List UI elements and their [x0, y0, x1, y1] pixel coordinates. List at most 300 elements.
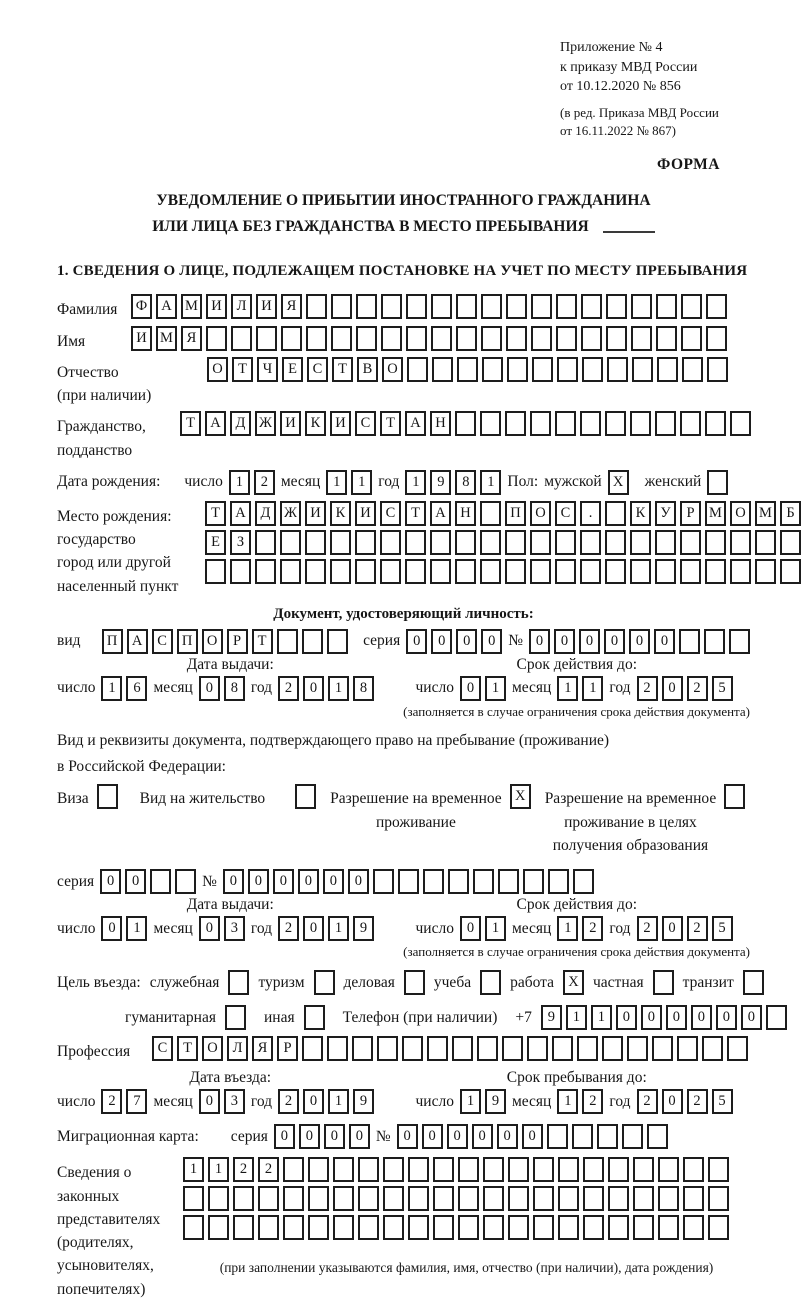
char-box[interactable] — [658, 1186, 679, 1211]
char-box[interactable] — [225, 1005, 246, 1030]
char-box[interactable] — [527, 1036, 548, 1061]
char-box[interactable]: 2 — [278, 916, 299, 941]
char-box[interactable] — [398, 869, 419, 894]
char-box[interactable] — [483, 1215, 504, 1240]
birthplace-input-line1[interactable] — [205, 501, 801, 526]
char-box[interactable] — [458, 1186, 479, 1211]
char-box[interactable]: 2 — [687, 676, 708, 701]
char-box[interactable] — [427, 1036, 448, 1061]
char-box[interactable]: 2 — [637, 1089, 658, 1114]
char-box[interactable]: А — [205, 411, 226, 436]
char-box[interactable] — [330, 559, 351, 584]
char-box[interactable]: И — [330, 411, 351, 436]
char-box[interactable] — [482, 357, 503, 382]
char-box[interactable]: 0 — [101, 916, 122, 941]
stay-until-year-input[interactable] — [637, 1089, 733, 1114]
char-box[interactable]: 9 — [353, 916, 374, 941]
char-box[interactable] — [632, 357, 653, 382]
char-box[interactable]: В — [357, 357, 378, 382]
char-box[interactable]: X — [510, 784, 531, 809]
char-box[interactable] — [373, 869, 394, 894]
char-box[interactable] — [679, 629, 700, 654]
char-box[interactable]: 1 — [591, 1005, 612, 1030]
doc-expiry-year-input[interactable] — [637, 676, 733, 701]
char-box[interactable]: 0 — [529, 629, 550, 654]
char-box[interactable]: Р — [227, 629, 248, 654]
char-box[interactable]: 1 — [405, 470, 426, 495]
char-box[interactable] — [423, 869, 444, 894]
char-box[interactable]: О — [202, 629, 223, 654]
doc-expiry-month-input[interactable] — [557, 676, 603, 701]
char-box[interactable]: 1 — [582, 676, 603, 701]
char-box[interactable]: Е — [282, 357, 303, 382]
char-box[interactable]: К — [330, 501, 351, 526]
char-box[interactable]: 0 — [447, 1124, 468, 1149]
char-box[interactable] — [383, 1186, 404, 1211]
char-box[interactable]: И — [206, 294, 227, 319]
char-box[interactable]: С — [152, 629, 173, 654]
char-box[interactable] — [583, 1215, 604, 1240]
char-box[interactable] — [505, 530, 526, 555]
char-box[interactable] — [766, 1005, 787, 1030]
migration-number-input[interactable] — [397, 1124, 668, 1149]
char-box[interactable] — [630, 559, 651, 584]
char-box[interactable] — [531, 294, 552, 319]
char-box[interactable]: 0 — [299, 1124, 320, 1149]
char-box[interactable]: 2 — [687, 1089, 708, 1114]
purpose-work-checkbox[interactable] — [563, 970, 584, 995]
char-box[interactable] — [556, 294, 577, 319]
char-box[interactable] — [780, 559, 801, 584]
char-box[interactable]: З — [230, 530, 251, 555]
char-box[interactable] — [532, 357, 553, 382]
char-box[interactable] — [228, 970, 249, 995]
char-box[interactable]: 0 — [298, 869, 319, 894]
birth-month-input[interactable] — [326, 470, 372, 495]
char-box[interactable] — [380, 559, 401, 584]
char-box[interactable] — [647, 1124, 668, 1149]
residence-issue-month-input[interactable] — [199, 916, 245, 941]
char-box[interactable] — [547, 1124, 568, 1149]
char-box[interactable] — [555, 559, 576, 584]
birth-year-input[interactable] — [405, 470, 501, 495]
char-box[interactable] — [455, 530, 476, 555]
char-box[interactable]: 0 — [522, 1124, 543, 1149]
char-box[interactable] — [656, 294, 677, 319]
char-box[interactable] — [633, 1186, 654, 1211]
char-box[interactable]: 1 — [229, 470, 250, 495]
char-box[interactable] — [333, 1186, 354, 1211]
sex-male-checkbox[interactable] — [608, 470, 629, 495]
char-box[interactable] — [408, 1186, 429, 1211]
char-box[interactable] — [502, 1036, 523, 1061]
char-box[interactable] — [308, 1157, 329, 1182]
char-box[interactable] — [573, 869, 594, 894]
char-box[interactable] — [605, 501, 626, 526]
char-box[interactable]: 0 — [349, 1124, 370, 1149]
char-box[interactable] — [630, 411, 651, 436]
char-box[interactable]: 0 — [629, 629, 650, 654]
char-box[interactable] — [205, 559, 226, 584]
edu-residence-permit-checkbox[interactable] — [724, 784, 745, 809]
char-box[interactable] — [483, 1186, 504, 1211]
char-box[interactable] — [653, 970, 674, 995]
char-box[interactable] — [358, 1186, 379, 1211]
char-box[interactable]: С — [152, 1036, 173, 1061]
char-box[interactable]: 2 — [101, 1089, 122, 1114]
char-box[interactable]: И — [355, 501, 376, 526]
char-box[interactable] — [206, 326, 227, 351]
char-box[interactable] — [455, 411, 476, 436]
char-box[interactable]: Л — [231, 294, 252, 319]
char-box[interactable] — [314, 970, 335, 995]
char-box[interactable] — [583, 1157, 604, 1182]
doc-issue-day-input[interactable] — [101, 676, 147, 701]
char-box[interactable] — [727, 1036, 748, 1061]
char-box[interactable]: П — [177, 629, 198, 654]
firstname-input[interactable] — [131, 326, 727, 351]
char-box[interactable]: 3 — [224, 916, 245, 941]
char-box[interactable] — [473, 869, 494, 894]
char-box[interactable]: 1 — [328, 1089, 349, 1114]
char-box[interactable] — [708, 1215, 729, 1240]
char-box[interactable]: 0 — [456, 629, 477, 654]
char-box[interactable] — [705, 411, 726, 436]
char-box[interactable] — [183, 1215, 204, 1240]
char-box[interactable]: С — [307, 357, 328, 382]
char-box[interactable]: 0 — [348, 869, 369, 894]
char-box[interactable] — [505, 559, 526, 584]
char-box[interactable] — [455, 559, 476, 584]
char-box[interactable]: 1 — [460, 1089, 481, 1114]
char-box[interactable] — [580, 559, 601, 584]
char-box[interactable]: 0 — [662, 1089, 683, 1114]
char-box[interactable] — [480, 530, 501, 555]
char-box[interactable] — [533, 1157, 554, 1182]
birthplace-input-line3[interactable] — [205, 559, 801, 584]
char-box[interactable]: 5 — [712, 916, 733, 941]
char-box[interactable] — [581, 294, 602, 319]
char-box[interactable] — [406, 326, 427, 351]
doc-issue-month-input[interactable] — [199, 676, 245, 701]
char-box[interactable]: 0 — [422, 1124, 443, 1149]
char-box[interactable]: К — [630, 501, 651, 526]
char-box[interactable]: 0 — [274, 1124, 295, 1149]
char-box[interactable] — [498, 869, 519, 894]
char-box[interactable] — [433, 1186, 454, 1211]
char-box[interactable]: 1 — [328, 676, 349, 701]
char-box[interactable]: 0 — [406, 629, 427, 654]
char-box[interactable] — [456, 294, 477, 319]
char-box[interactable] — [302, 629, 323, 654]
char-box[interactable] — [97, 784, 118, 809]
char-box[interactable]: 0 — [604, 629, 625, 654]
char-box[interactable] — [677, 1036, 698, 1061]
char-box[interactable]: А — [405, 411, 426, 436]
char-box[interactable]: 0 — [303, 676, 324, 701]
char-box[interactable]: 0 — [303, 916, 324, 941]
residence-expiry-month-input[interactable] — [557, 916, 603, 941]
residence-issue-year-input[interactable] — [278, 916, 374, 941]
phone-input[interactable] — [541, 1005, 787, 1030]
purpose-transit-checkbox[interactable] — [743, 970, 764, 995]
char-box[interactable]: 0 — [431, 629, 452, 654]
char-box[interactable] — [606, 294, 627, 319]
char-box[interactable] — [233, 1186, 254, 1211]
char-box[interactable]: А — [156, 294, 177, 319]
char-box[interactable] — [331, 294, 352, 319]
char-box[interactable] — [656, 326, 677, 351]
char-box[interactable]: 0 — [199, 1089, 220, 1114]
char-box[interactable] — [280, 559, 301, 584]
char-box[interactable] — [481, 326, 502, 351]
char-box[interactable]: Д — [255, 501, 276, 526]
char-box[interactable] — [705, 530, 726, 555]
char-box[interactable]: А — [230, 501, 251, 526]
citizenship-input[interactable] — [180, 411, 751, 436]
char-box[interactable] — [258, 1215, 279, 1240]
char-box[interactable]: Т — [332, 357, 353, 382]
doc-expiry-day-input[interactable] — [460, 676, 506, 701]
char-box[interactable]: 1 — [328, 916, 349, 941]
char-box[interactable] — [552, 1036, 573, 1061]
char-box[interactable] — [352, 1036, 373, 1061]
char-box[interactable] — [577, 1036, 598, 1061]
representatives-input-line3[interactable] — [183, 1215, 750, 1240]
char-box[interactable]: 9 — [485, 1089, 506, 1114]
char-box[interactable] — [433, 1157, 454, 1182]
char-box[interactable] — [729, 629, 750, 654]
char-box[interactable] — [631, 294, 652, 319]
char-box[interactable]: Ж — [255, 411, 276, 436]
char-box[interactable] — [556, 326, 577, 351]
char-box[interactable]: X — [608, 470, 629, 495]
char-box[interactable] — [530, 530, 551, 555]
char-box[interactable] — [256, 326, 277, 351]
char-box[interactable]: 1 — [326, 470, 347, 495]
representatives-input-line2[interactable] — [183, 1186, 750, 1211]
char-box[interactable] — [608, 1215, 629, 1240]
char-box[interactable] — [508, 1186, 529, 1211]
char-box[interactable] — [308, 1215, 329, 1240]
char-box[interactable] — [405, 559, 426, 584]
char-box[interactable]: 2 — [637, 676, 658, 701]
entry-day-input[interactable] — [101, 1089, 147, 1114]
char-box[interactable] — [230, 559, 251, 584]
char-box[interactable]: И — [256, 294, 277, 319]
char-box[interactable] — [355, 530, 376, 555]
char-box[interactable] — [557, 357, 578, 382]
char-box[interactable] — [724, 784, 745, 809]
char-box[interactable] — [630, 530, 651, 555]
char-box[interactable]: Я — [252, 1036, 273, 1061]
char-box[interactable]: М — [755, 501, 776, 526]
char-box[interactable] — [633, 1157, 654, 1182]
char-box[interactable] — [506, 294, 527, 319]
char-box[interactable]: У — [655, 501, 676, 526]
char-box[interactable] — [358, 1215, 379, 1240]
char-box[interactable] — [327, 1036, 348, 1061]
char-box[interactable]: О — [207, 357, 228, 382]
char-box[interactable] — [605, 411, 626, 436]
char-box[interactable] — [306, 326, 327, 351]
char-box[interactable] — [572, 1124, 593, 1149]
char-box[interactable] — [381, 294, 402, 319]
char-box[interactable] — [305, 530, 326, 555]
residence-series-input[interactable] — [100, 869, 196, 894]
char-box[interactable]: 2 — [582, 916, 603, 941]
char-box[interactable]: 0 — [641, 1005, 662, 1030]
char-box[interactable]: 6 — [126, 676, 147, 701]
char-box[interactable]: П — [102, 629, 123, 654]
char-box[interactable]: 0 — [497, 1124, 518, 1149]
entry-year-input[interactable] — [278, 1089, 374, 1114]
char-box[interactable]: 1 — [351, 470, 372, 495]
char-box[interactable]: Я — [281, 294, 302, 319]
char-box[interactable] — [506, 326, 527, 351]
char-box[interactable] — [682, 357, 703, 382]
char-box[interactable]: 0 — [741, 1005, 762, 1030]
char-box[interactable] — [255, 559, 276, 584]
char-box[interactable]: А — [127, 629, 148, 654]
char-box[interactable] — [680, 530, 701, 555]
char-box[interactable]: 2 — [233, 1157, 254, 1182]
char-box[interactable] — [582, 357, 603, 382]
char-box[interactable]: 7 — [126, 1089, 147, 1114]
char-box[interactable] — [708, 1186, 729, 1211]
char-box[interactable] — [277, 629, 298, 654]
char-box[interactable]: 0 — [460, 676, 481, 701]
char-box[interactable] — [430, 530, 451, 555]
char-box[interactable] — [333, 1157, 354, 1182]
char-box[interactable]: 5 — [712, 676, 733, 701]
char-box[interactable] — [175, 869, 196, 894]
char-box[interactable] — [483, 1157, 504, 1182]
char-box[interactable] — [655, 530, 676, 555]
char-box[interactable] — [358, 1157, 379, 1182]
char-box[interactable]: Р — [680, 501, 701, 526]
char-box[interactable] — [508, 1157, 529, 1182]
char-box[interactable]: 8 — [353, 676, 374, 701]
char-box[interactable]: 0 — [100, 869, 121, 894]
char-box[interactable] — [707, 357, 728, 382]
patronymic-input[interactable] — [207, 357, 728, 382]
char-box[interactable] — [605, 530, 626, 555]
doc-series-input[interactable] — [406, 629, 502, 654]
char-box[interactable] — [208, 1215, 229, 1240]
char-box[interactable]: 1 — [485, 916, 506, 941]
char-box[interactable] — [680, 411, 701, 436]
char-box[interactable] — [681, 326, 702, 351]
char-box[interactable]: 1 — [557, 676, 578, 701]
char-box[interactable] — [457, 357, 478, 382]
char-box[interactable]: Д — [230, 411, 251, 436]
char-box[interactable]: С — [355, 411, 376, 436]
char-box[interactable]: 2 — [254, 470, 275, 495]
char-box[interactable] — [327, 629, 348, 654]
char-box[interactable]: 1 — [126, 916, 147, 941]
purpose-commercial-checkbox[interactable] — [404, 970, 425, 995]
profession-input[interactable] — [152, 1036, 748, 1061]
char-box[interactable]: Т — [177, 1036, 198, 1061]
char-box[interactable]: 8 — [455, 470, 476, 495]
char-box[interactable] — [458, 1215, 479, 1240]
char-box[interactable]: 0 — [125, 869, 146, 894]
char-box[interactable] — [622, 1124, 643, 1149]
char-box[interactable] — [706, 326, 727, 351]
char-box[interactable] — [508, 1215, 529, 1240]
char-box[interactable] — [231, 326, 252, 351]
char-box[interactable] — [407, 357, 428, 382]
char-box[interactable] — [295, 784, 316, 809]
char-box[interactable] — [605, 559, 626, 584]
char-box[interactable] — [655, 411, 676, 436]
char-box[interactable]: О — [530, 501, 551, 526]
char-box[interactable] — [356, 294, 377, 319]
char-box[interactable] — [755, 530, 776, 555]
char-box[interactable] — [480, 970, 501, 995]
char-box[interactable]: 9 — [353, 1089, 374, 1114]
char-box[interactable]: Т — [180, 411, 201, 436]
char-box[interactable] — [380, 530, 401, 555]
stay-until-month-input[interactable] — [557, 1089, 603, 1114]
char-box[interactable] — [507, 357, 528, 382]
char-box[interactable]: Л — [227, 1036, 248, 1061]
char-box[interactable]: 1 — [557, 1089, 578, 1114]
char-box[interactable] — [408, 1157, 429, 1182]
char-box[interactable]: М — [156, 326, 177, 351]
char-box[interactable] — [405, 530, 426, 555]
char-box[interactable] — [356, 326, 377, 351]
char-box[interactable] — [404, 970, 425, 995]
char-box[interactable]: 1 — [208, 1157, 229, 1182]
char-box[interactable]: 2 — [637, 916, 658, 941]
migration-series-input[interactable] — [274, 1124, 370, 1149]
char-box[interactable] — [383, 1215, 404, 1240]
char-box[interactable] — [381, 326, 402, 351]
char-box[interactable] — [730, 559, 751, 584]
temp-residence-permit-checkbox[interactable] — [510, 784, 531, 809]
char-box[interactable]: 0 — [662, 916, 683, 941]
char-box[interactable] — [631, 326, 652, 351]
char-box[interactable] — [702, 1036, 723, 1061]
char-box[interactable] — [655, 559, 676, 584]
char-box[interactable]: А — [430, 501, 451, 526]
char-box[interactable]: 1 — [566, 1005, 587, 1030]
char-box[interactable]: И — [305, 501, 326, 526]
char-box[interactable]: 0 — [662, 676, 683, 701]
char-box[interactable] — [580, 530, 601, 555]
char-box[interactable] — [705, 559, 726, 584]
char-box[interactable] — [558, 1215, 579, 1240]
char-box[interactable] — [683, 1157, 704, 1182]
char-box[interactable] — [480, 411, 501, 436]
char-box[interactable] — [555, 530, 576, 555]
char-box[interactable]: Т — [405, 501, 426, 526]
char-box[interactable] — [283, 1157, 304, 1182]
char-box[interactable]: С — [380, 501, 401, 526]
char-box[interactable]: 1 — [183, 1157, 204, 1182]
purpose-other-checkbox[interactable] — [304, 1005, 325, 1030]
representatives-input-line1[interactable] — [183, 1157, 750, 1182]
char-box[interactable] — [548, 869, 569, 894]
char-box[interactable] — [683, 1186, 704, 1211]
char-box[interactable] — [431, 294, 452, 319]
char-box[interactable] — [330, 530, 351, 555]
char-box[interactable] — [431, 326, 452, 351]
char-box[interactable] — [652, 1036, 673, 1061]
char-box[interactable]: И — [131, 326, 152, 351]
